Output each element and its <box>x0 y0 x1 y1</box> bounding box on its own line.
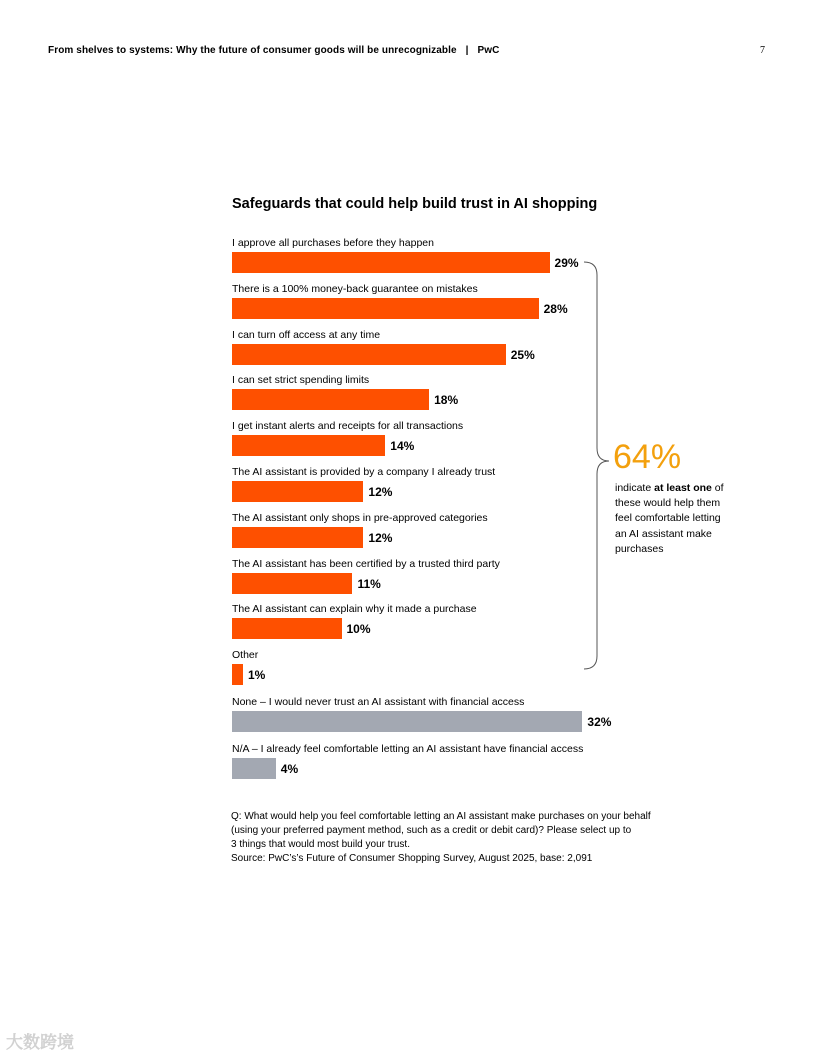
category-label: Other <box>232 649 259 662</box>
category-label: I approve all purchases before they happen <box>232 237 434 249</box>
question-line-2: (using your preferred payment method, such as a credit or debit card)? Please select up to <box>231 825 632 836</box>
callout-text-before: indicate <box>615 482 655 494</box>
bar <box>232 435 385 456</box>
category-label: N/A – I already feel comfortable letting an AI assistant have financial access <box>232 742 584 755</box>
callout-text-bold: at least one <box>654 482 712 494</box>
category-label: I can turn off access at any time <box>232 328 381 341</box>
bar <box>232 664 243 685</box>
bar <box>232 481 363 502</box>
bar <box>232 527 363 548</box>
value-label: 11% <box>357 576 381 591</box>
bar <box>232 298 539 319</box>
category-label: I can set strict spending limits <box>232 374 370 387</box>
category-label: The AI assistant has been certified by a trusted third party <box>232 557 500 570</box>
category-label: The AI assistant can explain why it made a purchase <box>232 603 477 616</box>
value-label: 18% <box>434 393 459 408</box>
value-label: 28% <box>543 301 568 316</box>
category-label: I get instant alerts and receipts for all transactions <box>232 420 464 433</box>
bar <box>232 573 352 594</box>
callout-text-after: of these would help them feel comfortable letting an AI assistant make purchases <box>615 482 724 555</box>
brand-name: PwC <box>477 45 500 56</box>
value-label: 4% <box>280 761 299 776</box>
category-label: The AI assistant is provided by a company I already trust <box>232 466 496 478</box>
bar <box>232 344 506 365</box>
callout-percentage: 64% <box>613 438 682 476</box>
chart-title: Safeguards that could help build trust in AI shopping <box>232 196 598 212</box>
bar <box>232 389 429 410</box>
category-label: The AI assistant only shops in pre-approved categories <box>232 511 488 524</box>
source-line: Source: PwC’s’s Future of Consumer Shopping Survey, August 2025, base: 2,091 <box>231 853 593 864</box>
category-label: None – I would never trust an AI assistant with financial access <box>232 696 525 708</box>
callout-description <box>615 481 725 557</box>
value-label: 10% <box>346 622 371 637</box>
bar <box>232 252 550 273</box>
value-label: 32% <box>587 715 612 729</box>
watermark-logo: 大数跨境 <box>6 1033 74 1052</box>
bar <box>232 758 276 779</box>
value-label: 12% <box>368 530 393 545</box>
value-label: 29% <box>554 256 579 270</box>
chart-notes <box>231 810 731 866</box>
question-line-1: Q: What would help you feel comfortable letting an AI assistant make purchases on your behalf <box>231 811 651 822</box>
report-title: From shelves to systems: Why the future of consumer goods will be unrecognizable <box>48 45 457 56</box>
value-label: 1% <box>248 668 266 683</box>
value-label: 25% <box>510 347 535 362</box>
category-label: There is a 100% money-back guarantee on mistakes <box>232 282 478 295</box>
bar <box>232 711 582 732</box>
value-label: 12% <box>368 485 393 499</box>
page-number: 7 <box>760 45 765 56</box>
header-separator: | <box>465 45 469 56</box>
question-line-3: 3 things that would most build your trust. <box>231 839 410 850</box>
bar <box>232 618 342 639</box>
value-label: 14% <box>390 439 415 454</box>
